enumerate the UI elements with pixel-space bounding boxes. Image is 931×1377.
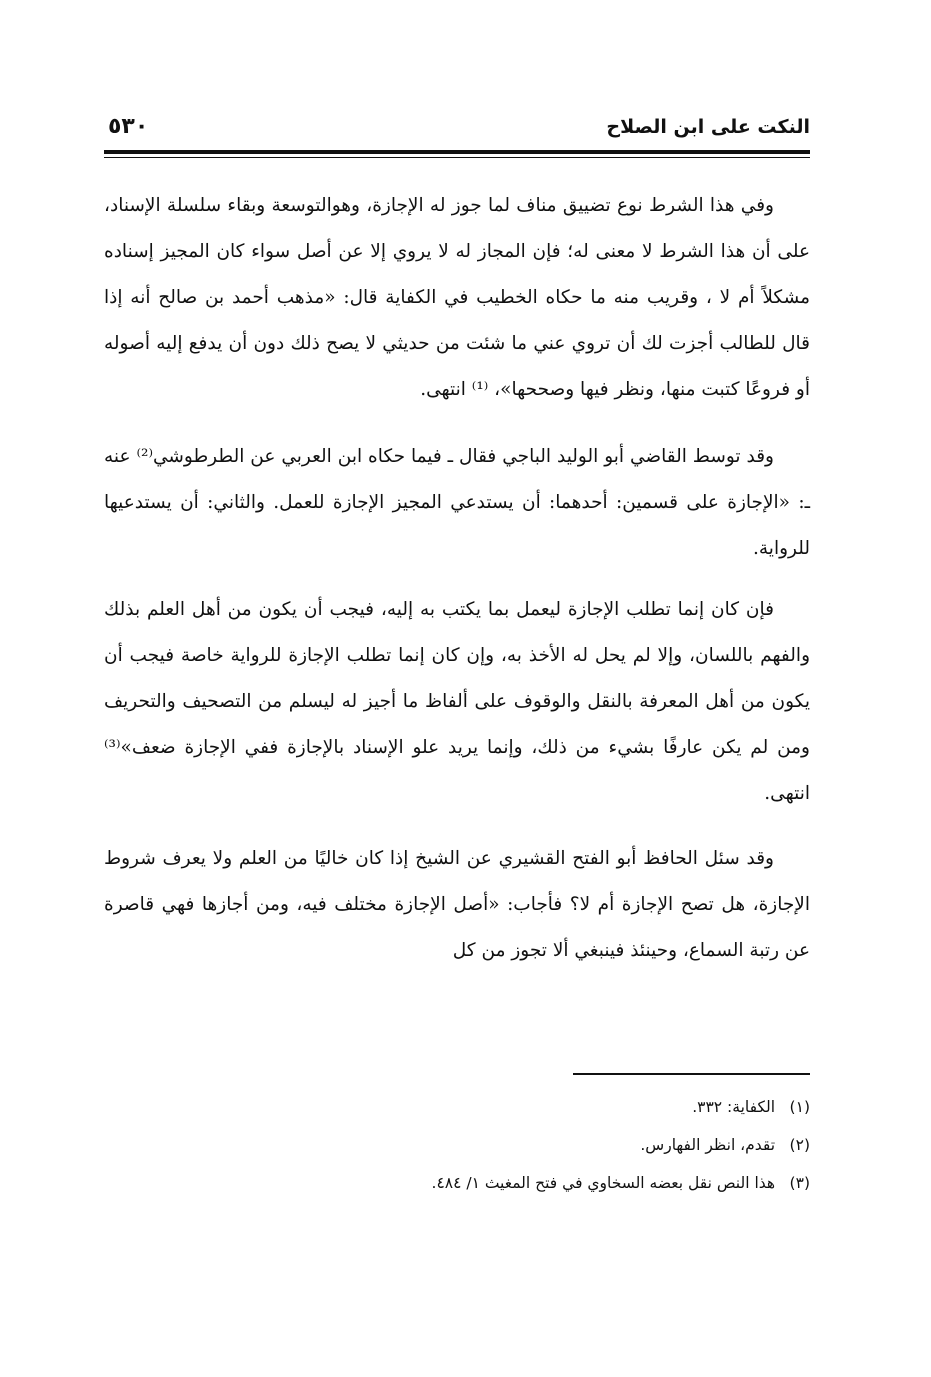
footnote-number: (٢)	[789, 1136, 810, 1154]
footnote-text: تقدم، انظر الفهارس.	[640, 1136, 776, 1154]
paragraph: وقد توسط القاضي أبو الوليد الباجي فقال ـ فيما حكاه ابن العربي عن الطرطوشي⁽²⁾ عنه ـ: «الإجازة على قسمين: أحدهما: أن يستدعي المجيز الإجازة للعمل. والثاني: أن يستدعيها للرواية.	[104, 446, 810, 559]
footnote-text: الكفاية: ٣٣٢.	[692, 1098, 776, 1116]
footnote-separator	[573, 1073, 810, 1075]
header-rule-thin	[104, 157, 810, 158]
page-number: ٥٣٠	[108, 114, 149, 139]
page-header	[104, 110, 810, 150]
footnote-text: هذا النص نقل بعضه السخاوي في فتح المغيث ١/ ٤٨٤.	[431, 1174, 776, 1192]
footnote	[300, 1164, 810, 1202]
main-text	[104, 183, 810, 995]
footnote	[300, 1088, 810, 1126]
footnote-number: (٣)	[789, 1174, 810, 1192]
running-title: النكت على ابن الصلاح	[606, 116, 810, 138]
paragraph: فإن كان إنما تطلب الإجازة ليعمل بما يكتب به إليه، فيجب أن يكون من أهل العلم بذلك والفهم باللسان، وإلا لم يحل له الأخذ به، وإن كان إنما تطلب الإجازة للرواية خاصة فيجب أن يكون من أهل المعرفة بالنقل والوقوف على ألفاظ ما أجيز له ليسلم من التصحيف والتحريف ومن لم يكن عارفًا بشيء من ذلك، وإنما يريد علو الإسناد بالإجازة ففي الإجازة ضعف»⁽³⁾ انتهى.	[104, 599, 810, 804]
footnote	[300, 1126, 810, 1164]
footnote-number: (١)	[789, 1098, 810, 1116]
paragraph: وفي هذا الشرط نوع تضييق مناف لما جوز له الإجازة، وهوالتوسعة وبقاء سلسلة الإسناد، على أن هذا الشرط لا معنى له؛ فإن المجاز له لا يروي إلا عن أصل سواء كان المجيز إسناده مشكلاً أم لا ، وقريب منه ما حكاه الخطيب في الكفاية قال: «مذهب أحمد بن صالح أنه إذا قال للطالب أجزت لك أن تروي عني ما شئت من حديثي لا يصح ذلك دون أن يدفع إليه أصوله أو فروعًا كتبت منها، ونظر فيها وصححها»، ⁽¹⁾ انتهى.	[104, 195, 810, 400]
footnotes	[300, 1088, 810, 1202]
paragraph: وقد سئل الحافظ أبو الفتح القشيري عن الشيخ إذا كان خاليًا من العلم ولا يعرف شروط الإجازة، هل تصح الإجازة أم لا؟ فأجاب: «أصل الإجازة مختلف فيه، ومن أجازها فهي قاصرة عن رتبة السماع، وحينئذ فينبغي ألا تجوز من كل	[104, 848, 810, 961]
header-rule-thick	[104, 150, 810, 154]
